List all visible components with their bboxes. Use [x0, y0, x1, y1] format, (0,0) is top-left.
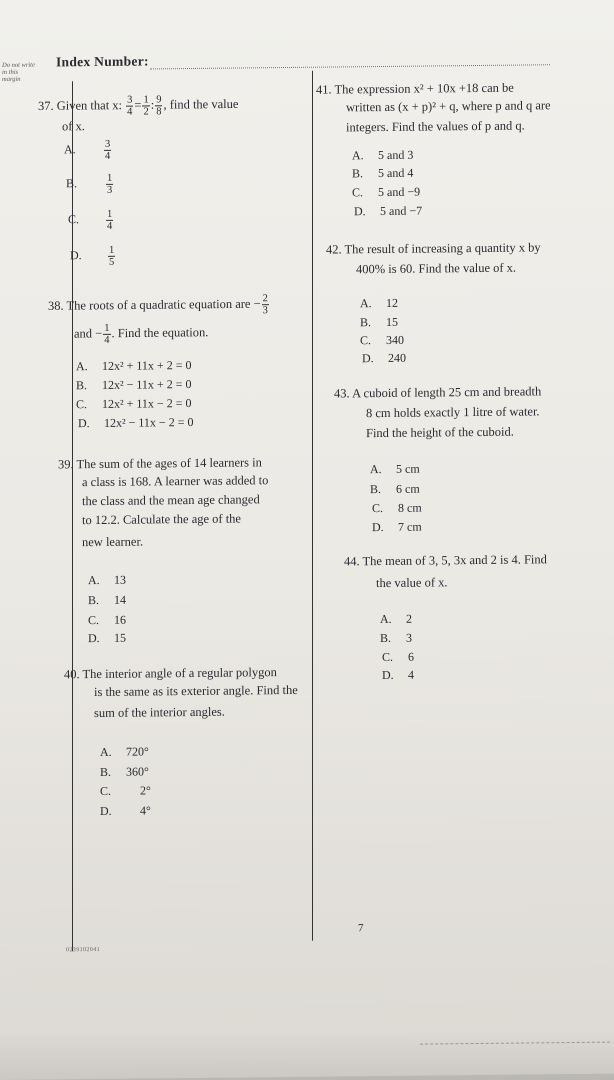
root-fraction: $\frac{2}{3}$	[262, 293, 268, 317]
column-divider	[312, 71, 313, 941]
option-42-c[interactable]: C. 340	[360, 332, 404, 348]
option-40-c[interactable]: C. 2°	[100, 783, 151, 798]
question-number: 42.	[326, 242, 342, 257]
question-37: 37. Given that x: $\frac{3}{4}$ = $\frac{1}{2}$ : $\frac{9}{8}$ , find the value	[38, 94, 239, 118]
question-text: the class and the mean age changed	[82, 492, 260, 509]
option-44-d[interactable]: D. 4	[382, 667, 414, 682]
option-38-a[interactable]: A. 12x² + 11x + 2 = 0	[76, 357, 192, 374]
page-number: 7	[358, 922, 364, 935]
question-text: is the same as its exterior angle. Find the	[94, 682, 298, 700]
question-number: 41.	[316, 82, 332, 97]
question-text: 8 cm holds exactly 1 litre of water.	[366, 404, 540, 421]
option-39-c[interactable]: C. 16	[88, 612, 126, 628]
question-text: to 12.2. Calculate the age of the	[82, 511, 241, 528]
option-43-d[interactable]: D. 7 cm	[372, 519, 422, 535]
ratio-fraction: $\frac{9}{8}$	[156, 94, 162, 118]
option-39-b[interactable]: B. 14	[88, 592, 126, 608]
question-text: integers. Find the values of p and q.	[346, 118, 525, 135]
question-text: written as (x + p)² + q, where p and q are	[346, 98, 551, 115]
option-41-a[interactable]: A. 5 and 3	[352, 147, 414, 163]
option-38-b[interactable]: B. 12x² − 11x + 2 = 0	[76, 376, 192, 393]
question-text: A cuboid of length 25 cm and breadth	[352, 384, 542, 401]
question-42	[326, 238, 608, 260]
option-41-c[interactable]: C. 5 and −9	[352, 184, 421, 200]
ratio-fraction: $\frac{1}{2}$	[143, 94, 149, 118]
option-44-a[interactable]: A. 2	[380, 611, 412, 627]
option-42-a[interactable]: A. 12	[360, 295, 398, 311]
option-39-d[interactable]: D. 15	[88, 630, 126, 646]
question-number: 38.	[48, 298, 64, 313]
question-text: a class is 168. A learner was added to	[82, 473, 269, 490]
question-44	[344, 550, 610, 572]
option-41-b[interactable]: B. 5 and 4	[352, 165, 414, 181]
question-text: The interior angle of a regular polygon	[82, 665, 277, 682]
question-text: Find the height of the cuboid.	[366, 424, 514, 441]
option-38-c[interactable]: C. 12x² + 11x − 2 = 0	[76, 395, 192, 412]
question-text: The mean of 3, 5, 3x and 2 is 4. Find	[362, 552, 547, 569]
question-number: 44.	[344, 554, 360, 569]
option-37-d[interactable]: D. $\frac{1}{5}$	[70, 244, 115, 268]
question-38-cont: and − $\frac{1}{4}$ . Find the equation.	[74, 322, 209, 346]
option-44-b[interactable]: B. 3	[380, 630, 412, 646]
margin-note: Do not write in this margin	[2, 61, 35, 83]
option-38-d[interactable]: D. 12x² − 11x − 2 = 0	[78, 414, 194, 431]
question-number: 39.	[58, 457, 74, 472]
option-37-b[interactable]: B. $\frac{1}{3}$	[66, 172, 113, 196]
option-43-a[interactable]: A. 5 cm	[370, 461, 420, 477]
option-40-a[interactable]: A. 720°	[100, 744, 149, 759]
option-42-b[interactable]: B. 15	[360, 314, 398, 330]
index-number-label: Index Number:	[56, 53, 149, 70]
page-shadow	[0, 1030, 614, 1080]
question-number: 43.	[334, 386, 350, 401]
question-text: , find the value	[163, 96, 239, 112]
question-text: of x.	[62, 119, 85, 134]
option-39-a[interactable]: A. 13	[88, 572, 126, 588]
option-41-d[interactable]: D. 5 and −7	[354, 203, 423, 219]
question-text: new learner.	[82, 534, 144, 550]
question-text: . Find the equation.	[111, 325, 209, 341]
question-text: Given that x:	[56, 98, 123, 113]
index-number-line	[150, 64, 550, 69]
question-text: The expression x² + 10x +18 can be	[334, 80, 514, 97]
question-text: sum of the interior angles.	[94, 704, 225, 721]
option-40-b[interactable]: B. 360°	[100, 764, 149, 779]
option-43-c[interactable]: C. 8 cm	[372, 500, 422, 516]
option-37-a[interactable]: A. $\frac{3}{4}$	[64, 138, 111, 162]
question-number: 37.	[38, 98, 54, 113]
question-text: the value of x.	[376, 575, 448, 591]
question-text: and	[74, 326, 93, 341]
question-text: The sum of the ages of 14 learners in	[76, 455, 262, 472]
option-37-c[interactable]: C. $\frac{1}{4}$	[68, 208, 113, 232]
footer-code: 0239102041	[66, 946, 100, 954]
root-fraction: $\frac{1}{4}$	[104, 322, 110, 346]
question-text: 400% is 60. Find the value of x.	[356, 260, 517, 277]
option-43-b[interactable]: B. 6 cm	[370, 481, 420, 497]
question-number: 40.	[64, 667, 80, 682]
question-43	[334, 382, 610, 404]
option-40-d[interactable]: D. 4°	[100, 803, 151, 818]
option-44-c[interactable]: C. 6	[382, 649, 414, 664]
question-38: 38. The roots of a quadratic equation are − $\frac{2}{3}$	[48, 293, 268, 317]
question-text: The result of increasing a quantity x by	[344, 240, 541, 257]
option-42-d[interactable]: D. 240	[362, 350, 406, 366]
ratio-fraction: $\frac{3}{4}$	[127, 94, 133, 118]
question-text: The roots of a quadratic equation are	[66, 296, 251, 313]
